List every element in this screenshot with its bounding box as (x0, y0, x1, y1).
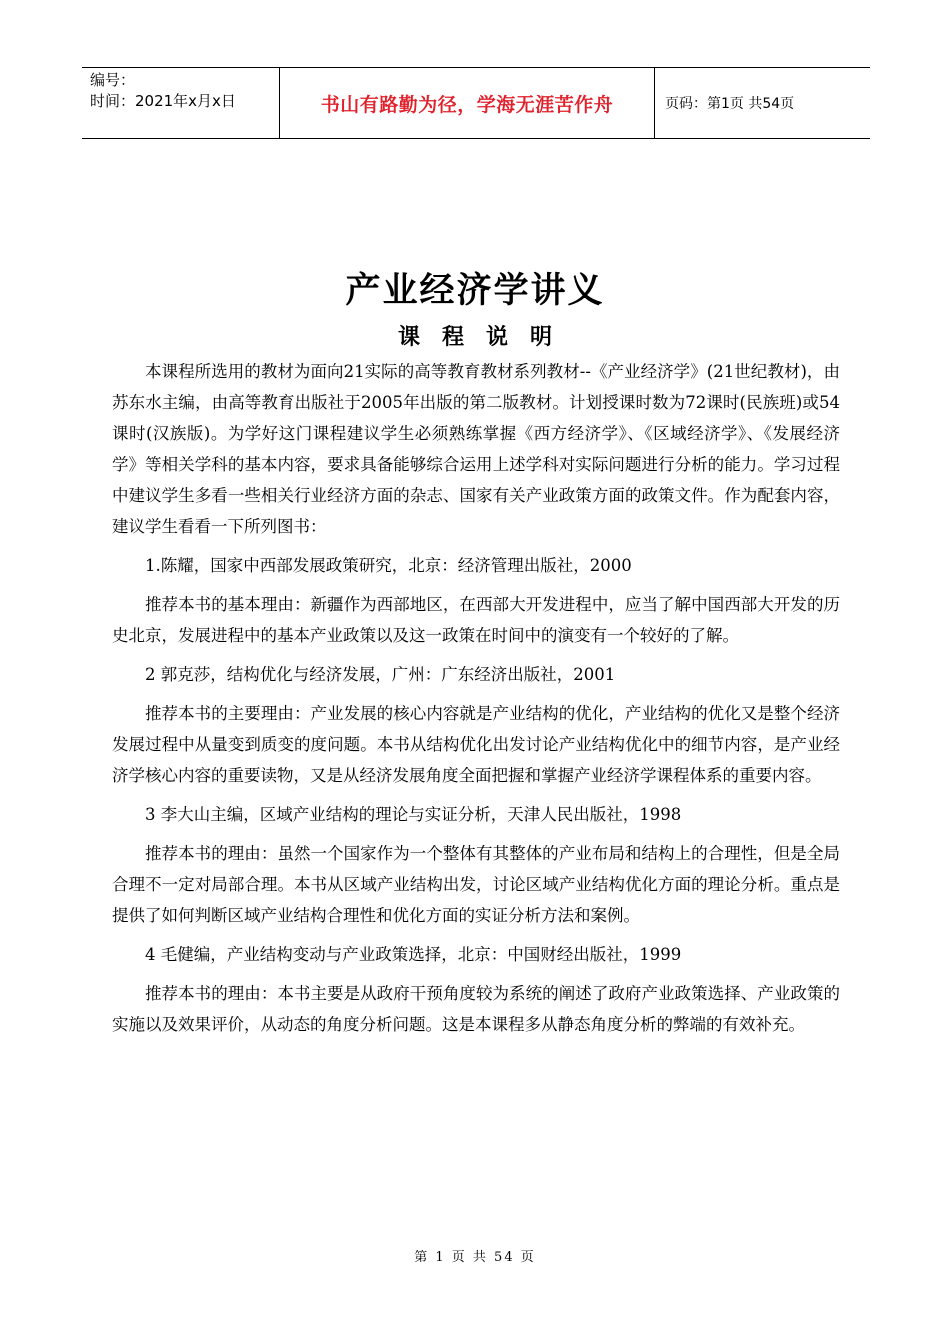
paragraph-book-2: 2 郭克莎，结构优化与经济发展，广州：广东经济出版社，2001 (145, 665, 616, 684)
paragraph-reason-4: 推荐本书的理由：本书主要是从政府干预角度较为系统的阐述了政府产业政策选择、产业政策的实施以及效果评价，从动态的角度分析问题。这是本课程多从静态角度分析的弊端的有效补充。 (112, 984, 840, 1034)
number-label: 编号： (90, 71, 136, 89)
page-footer: 第 1 页 共 54 页 (414, 1250, 536, 1265)
paragraph-book-4: 4 毛健编，产业结构变动与产业政策选择，北京：中国财经出版社，1999 (145, 945, 682, 964)
motto-text: 书山有路勤为径，学海无涯苦作舟 (320, 93, 614, 116)
header-motto (280, 68, 655, 138)
paragraph-reason-3: 推荐本书的理由：虽然一个国家作为一个整体有其整体的产业布局和结构上的合理性，但是全局合理不一定对局部合理。本书从区域产业结构出发，讨论区域产业结构优化方面的理论分析。重点是提供了如何判断区域产业结构合理性和优化方面的实证分析方法和案例。 (112, 844, 840, 925)
header-meta (82, 68, 280, 138)
paragraph-book-3: 3 李大山主编，区域产业结构的理论与实证分析，天津人民出版社，1998 (145, 805, 682, 824)
date-label: 时间：2021年x月x日 (90, 92, 236, 110)
document-title: 产业经济学讲义 (345, 271, 605, 311)
paragraph-intro: 本课程所选用的教材为面向21实际的高等教育教材系列教材--《产业经济学》(21世纪教材)，由苏东水主编，由高等教育出版社于2005年出版的第二版教材。计划授课时数为72课时(民族班)或54课时(汉族版)。为学好这门课程建议学生必须熟练掌握《西方经济学》、《区域经济学》、《发展经济学》等相关学科的基本内容，要求具备能够综合运用上述学科对实际问题进行分析的能力。学习过程中建议学生多看一些相关行业经济方面的杂志、国家有关产业政策方面的政策文件。作为配套内容，建议学生看看一下所列图书： (112, 362, 840, 536)
document-body (112, 356, 840, 1040)
paragraph-reason-1: 推荐本书的基本理由：新疆作为西部地区，在西部大开发进程中，应当了解中国西部大开发的历史北京，发展进程中的基本产业政策以及这一政策在时间中的演变有一个较好的了解。 (112, 595, 840, 645)
page-header (82, 67, 870, 139)
paragraph-reason-2: 推荐本书的主要理由：产业发展的核心内容就是产业结构的优化，产业结构的优化又是整个经济发展过程中从量变到质变的度问题。本书从结构优化出发讨论产业结构优化中的细节内容，是产业经济学核心内容的重要读物，又是从经济发展角度全面把握和掌握产业经济学课程体系的重要内容。 (112, 704, 840, 785)
paragraph-book-1: 1.陈耀，国家中西部发展政策研究，北京：经济管理出版社，2000 (145, 556, 632, 575)
header-page-info (655, 68, 870, 138)
document-subtitle: 课程说明 (397, 325, 574, 350)
page-info-text: 页码：第1页 共54页 (665, 96, 795, 112)
